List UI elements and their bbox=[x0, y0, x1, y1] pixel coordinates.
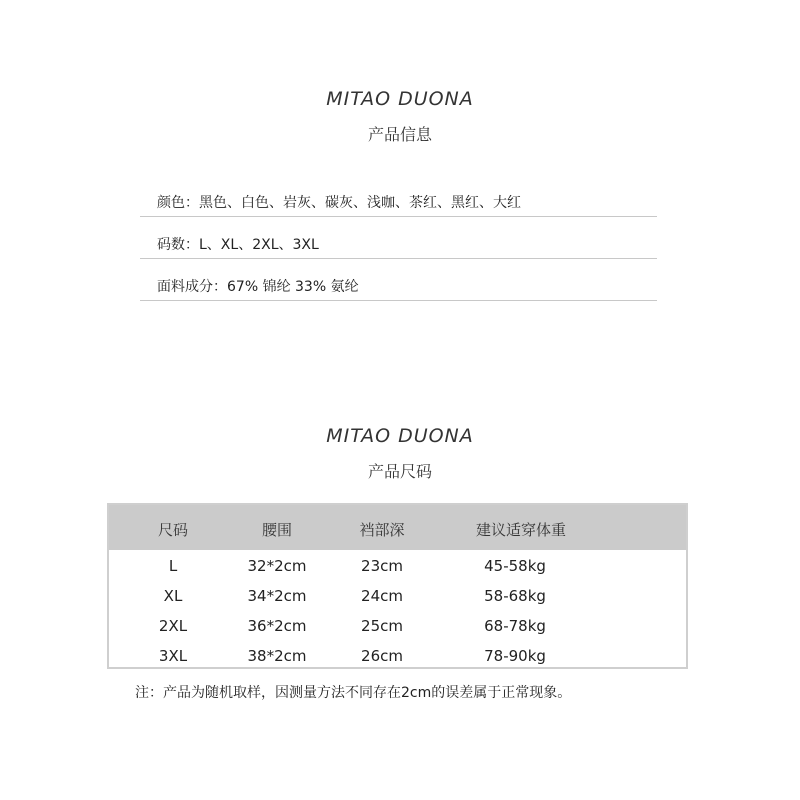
header-rise: 裆部深 bbox=[359, 521, 405, 539]
size-subtitle: 产品尺码 bbox=[367, 462, 432, 481]
table-cell: 34*2cm bbox=[247, 587, 307, 605]
table-cell: 36*2cm bbox=[247, 617, 307, 635]
table-cell: 32*2cm bbox=[247, 557, 307, 575]
header-size: 尺码 bbox=[157, 521, 189, 539]
table-cell: 58-68kg bbox=[484, 587, 546, 605]
table-cell: 23cm bbox=[361, 557, 403, 575]
table-cell: 25cm bbox=[361, 617, 403, 635]
info-row-size-text: 码数：L、XL、2XL、3XL bbox=[157, 237, 319, 253]
table-cell: L bbox=[168, 557, 178, 575]
info-row-color-text: 颜色：黑色、白色、岩灰、碳灰、浅咖、茶红、黑红、大红 bbox=[157, 195, 521, 211]
table-cell: 26cm bbox=[361, 647, 403, 665]
info-row-color bbox=[140, 194, 657, 217]
size-table-header bbox=[109, 505, 686, 550]
table-cell: 2XL bbox=[158, 617, 188, 635]
size-table bbox=[107, 503, 688, 669]
table-cell: 45-58kg bbox=[484, 557, 546, 575]
table-cell: 3XL bbox=[158, 647, 188, 665]
header-waist: 腰围 bbox=[261, 521, 293, 539]
table-cell: 38*2cm bbox=[247, 647, 307, 665]
header-weight: 建议适穿体重 bbox=[475, 521, 567, 539]
table-cell: XL bbox=[163, 587, 183, 605]
table-cell: 78-90kg bbox=[484, 647, 546, 665]
table-cell: 68-78kg bbox=[484, 617, 546, 635]
info-row-fabric bbox=[140, 278, 657, 301]
table-cell: 24cm bbox=[361, 587, 403, 605]
info-row-fabric-text: 面料成分：67% 锦纶 33% 氨纶 bbox=[157, 279, 359, 295]
info-subtitle: 产品信息 bbox=[367, 125, 432, 144]
brand-title-info: MITAO DUONA bbox=[326, 88, 474, 110]
info-row-size bbox=[140, 236, 657, 259]
measurement-note: 注：产品为随机取样，因测量方法不同存在2cm的误差属于正常现象。 bbox=[135, 685, 572, 701]
brand-title-size: MITAO DUONA bbox=[326, 425, 474, 447]
